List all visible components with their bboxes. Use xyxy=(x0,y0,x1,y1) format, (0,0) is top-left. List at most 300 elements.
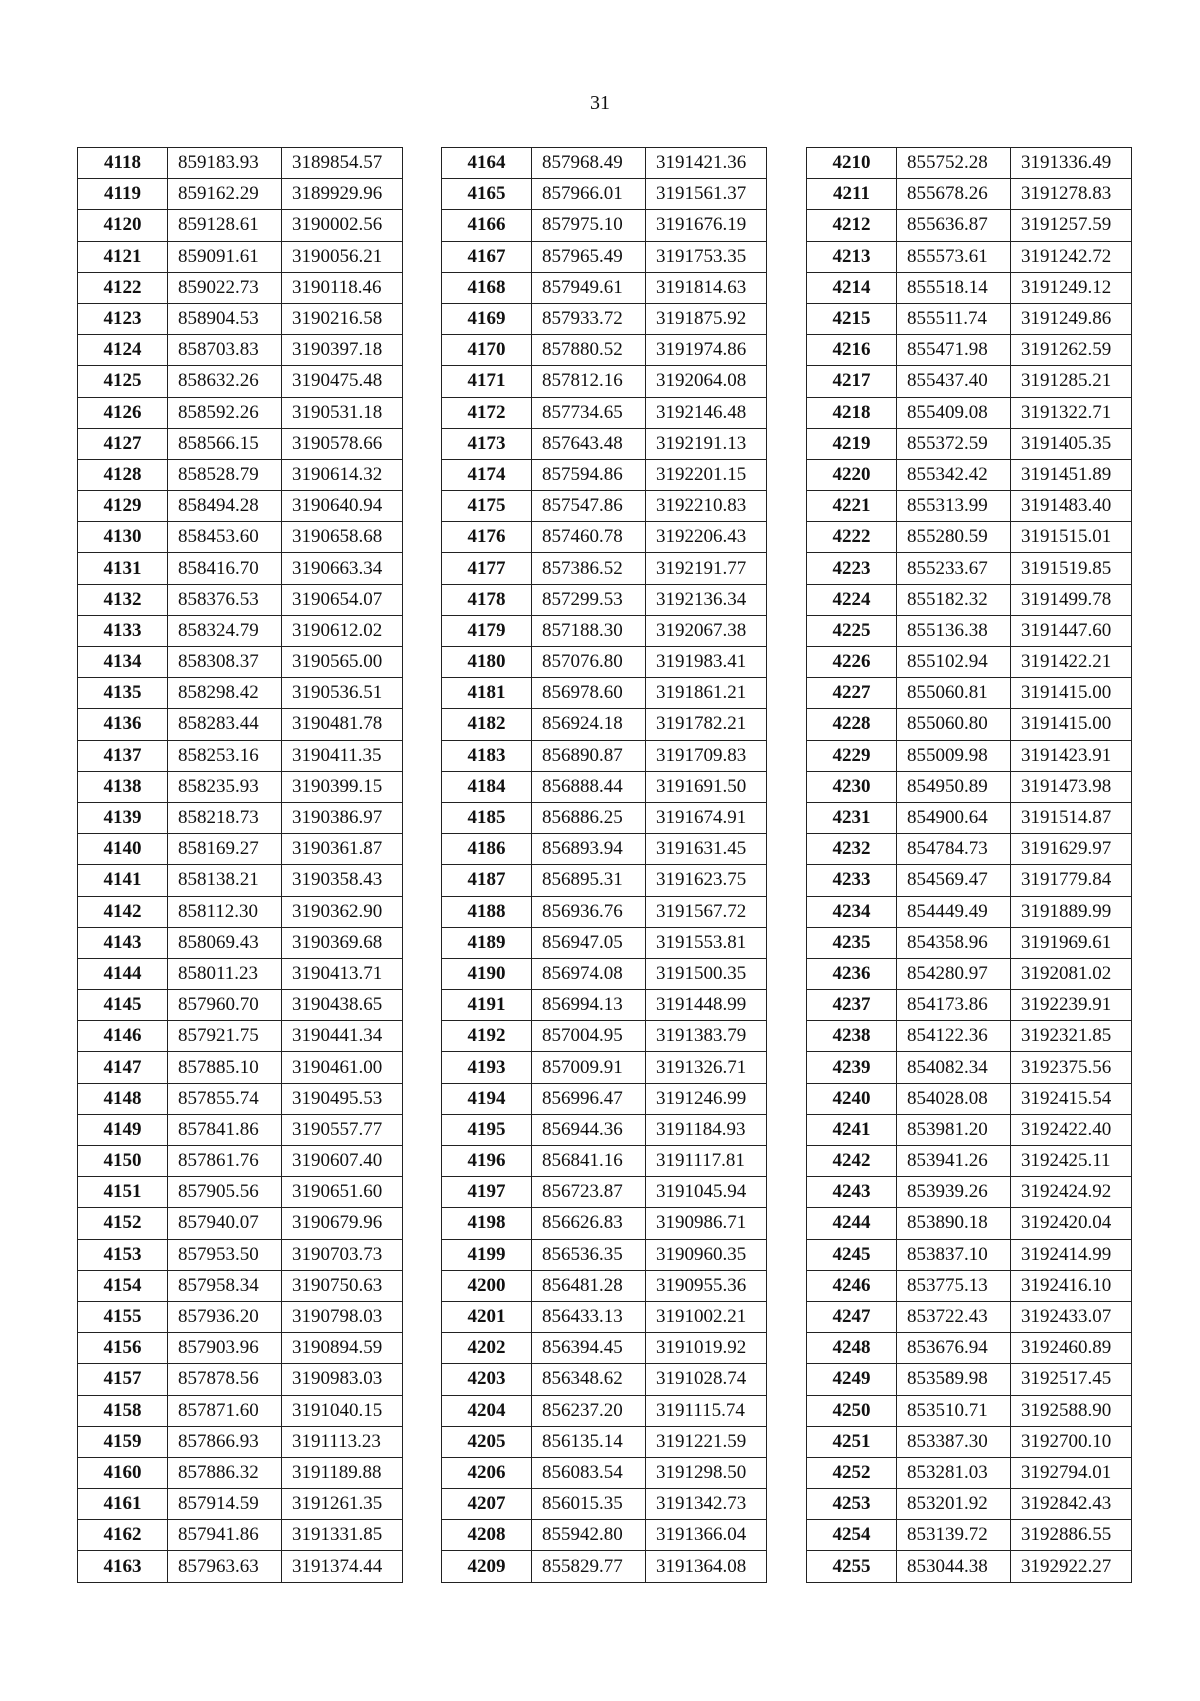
point-number-cell: 4253 xyxy=(807,1489,897,1520)
x-coordinate-cell: 854900.64 xyxy=(897,802,1011,833)
x-coordinate-cell: 856237.20 xyxy=(532,1395,646,1426)
y-coordinate-cell: 3190557.77 xyxy=(282,1114,403,1145)
point-number-cell: 4177 xyxy=(442,553,532,584)
y-coordinate-cell: 3192064.08 xyxy=(646,366,767,397)
point-number-cell: 4213 xyxy=(807,241,897,272)
x-coordinate-cell: 857965.49 xyxy=(532,241,646,272)
table-row xyxy=(442,584,767,615)
x-coordinate-cell: 856083.54 xyxy=(532,1457,646,1488)
point-number-cell: 4180 xyxy=(442,647,532,678)
table-row xyxy=(442,241,767,272)
y-coordinate-cell: 3192321.85 xyxy=(1011,1021,1132,1052)
table-row xyxy=(78,491,403,522)
point-number-cell: 4155 xyxy=(78,1301,168,1332)
point-number-cell: 4200 xyxy=(442,1270,532,1301)
y-coordinate-cell: 3191567.72 xyxy=(646,896,767,927)
x-coordinate-cell: 853201.92 xyxy=(897,1489,1011,1520)
y-coordinate-cell: 3191364.08 xyxy=(646,1551,767,1582)
x-coordinate-cell: 858253.16 xyxy=(168,740,282,771)
table-row xyxy=(442,397,767,428)
point-number-cell: 4191 xyxy=(442,990,532,1021)
y-coordinate-cell: 3191045.94 xyxy=(646,1177,767,1208)
point-number-cell: 4196 xyxy=(442,1146,532,1177)
y-coordinate-cell: 3191500.35 xyxy=(646,958,767,989)
x-coordinate-cell: 857903.96 xyxy=(168,1333,282,1364)
point-number-cell: 4190 xyxy=(442,958,532,989)
x-coordinate-cell: 853139.72 xyxy=(897,1520,1011,1551)
x-coordinate-cell: 855372.59 xyxy=(897,428,1011,459)
point-number-cell: 4156 xyxy=(78,1333,168,1364)
x-coordinate-cell: 855573.61 xyxy=(897,241,1011,272)
point-number-cell: 4234 xyxy=(807,896,897,927)
table-row xyxy=(78,647,403,678)
y-coordinate-cell: 3191447.60 xyxy=(1011,615,1132,646)
x-coordinate-cell: 853281.03 xyxy=(897,1457,1011,1488)
table-row xyxy=(807,1426,1132,1457)
x-coordinate-cell: 857936.20 xyxy=(168,1301,282,1332)
point-number-cell: 4245 xyxy=(807,1239,897,1270)
point-number-cell: 4249 xyxy=(807,1364,897,1395)
table-row xyxy=(78,958,403,989)
point-number-cell: 4187 xyxy=(442,865,532,896)
x-coordinate-cell: 858011.23 xyxy=(168,958,282,989)
table-row xyxy=(807,210,1132,241)
point-number-cell: 4175 xyxy=(442,491,532,522)
y-coordinate-cell: 3191415.00 xyxy=(1011,678,1132,709)
y-coordinate-cell: 3191674.91 xyxy=(646,802,767,833)
y-coordinate-cell: 3191753.35 xyxy=(646,241,767,272)
point-number-cell: 4138 xyxy=(78,771,168,802)
table-row xyxy=(78,1364,403,1395)
x-coordinate-cell: 853589.98 xyxy=(897,1364,1011,1395)
x-coordinate-cell: 857914.59 xyxy=(168,1489,282,1520)
table-row xyxy=(807,990,1132,1021)
y-coordinate-cell: 3191261.35 xyxy=(282,1489,403,1520)
point-number-cell: 4233 xyxy=(807,865,897,896)
table-row xyxy=(807,615,1132,646)
point-number-cell: 4130 xyxy=(78,522,168,553)
x-coordinate-cell: 854082.34 xyxy=(897,1052,1011,1083)
y-coordinate-cell: 3191040.15 xyxy=(282,1395,403,1426)
table-row xyxy=(78,179,403,210)
point-number-cell: 4185 xyxy=(442,802,532,833)
x-coordinate-cell: 857966.01 xyxy=(532,179,646,210)
point-number-cell: 4134 xyxy=(78,647,168,678)
y-coordinate-cell: 3191623.75 xyxy=(646,865,767,896)
point-number-cell: 4214 xyxy=(807,272,897,303)
x-coordinate-cell: 853837.10 xyxy=(897,1239,1011,1270)
table-row xyxy=(442,896,767,927)
x-coordinate-cell: 857734.65 xyxy=(532,397,646,428)
point-number-cell: 4248 xyxy=(807,1333,897,1364)
point-number-cell: 4153 xyxy=(78,1239,168,1270)
y-coordinate-cell: 3190640.94 xyxy=(282,491,403,522)
x-coordinate-cell: 856481.28 xyxy=(532,1270,646,1301)
x-coordinate-cell: 855009.98 xyxy=(897,740,1011,771)
table-row xyxy=(442,1364,767,1395)
table-row xyxy=(78,896,403,927)
point-number-cell: 4242 xyxy=(807,1146,897,1177)
point-number-cell: 4123 xyxy=(78,303,168,334)
y-coordinate-cell: 3191969.61 xyxy=(1011,927,1132,958)
point-number-cell: 4170 xyxy=(442,335,532,366)
point-number-cell: 4210 xyxy=(807,148,897,179)
point-number-cell: 4199 xyxy=(442,1239,532,1270)
table-row xyxy=(442,335,767,366)
point-number-cell: 4122 xyxy=(78,272,168,303)
y-coordinate-cell: 3190118.46 xyxy=(282,272,403,303)
y-coordinate-cell: 3190531.18 xyxy=(282,397,403,428)
point-number-cell: 4219 xyxy=(807,428,897,459)
x-coordinate-cell: 858632.26 xyxy=(168,366,282,397)
point-number-cell: 4141 xyxy=(78,865,168,896)
y-coordinate-cell: 3192425.11 xyxy=(1011,1146,1132,1177)
coordinate-table-2 xyxy=(441,147,767,1583)
x-coordinate-cell: 854173.86 xyxy=(897,990,1011,1021)
point-number-cell: 4182 xyxy=(442,709,532,740)
point-number-cell: 4119 xyxy=(78,179,168,210)
y-coordinate-cell: 3192191.13 xyxy=(646,428,767,459)
table-row xyxy=(442,1146,767,1177)
y-coordinate-cell: 3191331.85 xyxy=(282,1520,403,1551)
x-coordinate-cell: 857841.86 xyxy=(168,1114,282,1145)
y-coordinate-cell: 3190955.36 xyxy=(646,1270,767,1301)
x-coordinate-cell: 857963.63 xyxy=(168,1551,282,1582)
x-coordinate-cell: 853941.26 xyxy=(897,1146,1011,1177)
table-row xyxy=(78,1551,403,1582)
y-coordinate-cell: 3190663.34 xyxy=(282,553,403,584)
x-coordinate-cell: 857866.93 xyxy=(168,1426,282,1457)
table-row xyxy=(78,802,403,833)
y-coordinate-cell: 3192842.43 xyxy=(1011,1489,1132,1520)
table-row xyxy=(807,1364,1132,1395)
y-coordinate-cell: 3191322.71 xyxy=(1011,397,1132,428)
x-coordinate-cell: 857960.70 xyxy=(168,990,282,1021)
y-coordinate-cell: 3190658.68 xyxy=(282,522,403,553)
point-number-cell: 4172 xyxy=(442,397,532,428)
y-coordinate-cell: 3190441.34 xyxy=(282,1021,403,1052)
table-row xyxy=(78,1083,403,1114)
point-number-cell: 4217 xyxy=(807,366,897,397)
point-number-cell: 4221 xyxy=(807,491,897,522)
point-number-cell: 4224 xyxy=(807,584,897,615)
y-coordinate-cell: 3190703.73 xyxy=(282,1239,403,1270)
point-number-cell: 4181 xyxy=(442,678,532,709)
point-number-cell: 4149 xyxy=(78,1114,168,1145)
point-number-cell: 4227 xyxy=(807,678,897,709)
x-coordinate-cell: 856895.31 xyxy=(532,865,646,896)
table-row xyxy=(78,1520,403,1551)
point-number-cell: 4237 xyxy=(807,990,897,1021)
x-coordinate-cell: 858324.79 xyxy=(168,615,282,646)
x-coordinate-cell: 853387.30 xyxy=(897,1426,1011,1457)
point-number-cell: 4184 xyxy=(442,771,532,802)
x-coordinate-cell: 856135.14 xyxy=(532,1426,646,1457)
point-number-cell: 4147 xyxy=(78,1052,168,1083)
point-number-cell: 4188 xyxy=(442,896,532,927)
y-coordinate-cell: 3190607.40 xyxy=(282,1146,403,1177)
point-number-cell: 4169 xyxy=(442,303,532,334)
page-number: 31 xyxy=(590,92,610,114)
x-coordinate-cell: 859162.29 xyxy=(168,179,282,210)
x-coordinate-cell: 856394.45 xyxy=(532,1333,646,1364)
y-coordinate-cell: 3191019.92 xyxy=(646,1333,767,1364)
table-row xyxy=(78,709,403,740)
x-coordinate-cell: 855409.08 xyxy=(897,397,1011,428)
y-coordinate-cell: 3191782.21 xyxy=(646,709,767,740)
x-coordinate-cell: 857855.74 xyxy=(168,1083,282,1114)
x-coordinate-cell: 855678.26 xyxy=(897,179,1011,210)
x-coordinate-cell: 854569.47 xyxy=(897,865,1011,896)
y-coordinate-cell: 3192191.77 xyxy=(646,553,767,584)
table-row xyxy=(807,896,1132,927)
x-coordinate-cell: 858376.53 xyxy=(168,584,282,615)
table-row xyxy=(807,834,1132,865)
y-coordinate-cell: 3191326.71 xyxy=(646,1052,767,1083)
table-row xyxy=(442,990,767,1021)
point-number-cell: 4251 xyxy=(807,1426,897,1457)
y-coordinate-cell: 3191499.78 xyxy=(1011,584,1132,615)
point-number-cell: 4135 xyxy=(78,678,168,709)
y-coordinate-cell: 3190002.56 xyxy=(282,210,403,241)
y-coordinate-cell: 3192588.90 xyxy=(1011,1395,1132,1426)
table-row xyxy=(807,1489,1132,1520)
table-row xyxy=(442,927,767,958)
x-coordinate-cell: 858308.37 xyxy=(168,647,282,678)
y-coordinate-cell: 3192517.45 xyxy=(1011,1364,1132,1395)
y-coordinate-cell: 3191974.86 xyxy=(646,335,767,366)
x-coordinate-cell: 856015.35 xyxy=(532,1489,646,1520)
y-coordinate-cell: 3190461.00 xyxy=(282,1052,403,1083)
point-number-cell: 4186 xyxy=(442,834,532,865)
x-coordinate-cell: 858283.44 xyxy=(168,709,282,740)
y-coordinate-cell: 3190475.48 xyxy=(282,366,403,397)
x-coordinate-cell: 858703.83 xyxy=(168,335,282,366)
x-coordinate-cell: 856994.13 xyxy=(532,990,646,1021)
table-row xyxy=(78,927,403,958)
y-coordinate-cell: 3191405.35 xyxy=(1011,428,1132,459)
table-row xyxy=(442,272,767,303)
point-number-cell: 4128 xyxy=(78,459,168,490)
y-coordinate-cell: 3191117.81 xyxy=(646,1146,767,1177)
table-row xyxy=(78,1489,403,1520)
x-coordinate-cell: 854449.49 xyxy=(897,896,1011,927)
table-row xyxy=(442,1457,767,1488)
x-coordinate-cell: 855471.98 xyxy=(897,335,1011,366)
x-coordinate-cell: 855752.28 xyxy=(897,148,1011,179)
x-coordinate-cell: 855280.59 xyxy=(897,522,1011,553)
table-row xyxy=(442,1114,767,1145)
x-coordinate-cell: 856974.08 xyxy=(532,958,646,989)
table-row xyxy=(807,1457,1132,1488)
point-number-cell: 4197 xyxy=(442,1177,532,1208)
table-row xyxy=(442,1301,767,1332)
table-row xyxy=(78,678,403,709)
table-row xyxy=(442,678,767,709)
point-number-cell: 4157 xyxy=(78,1364,168,1395)
table-row xyxy=(78,1146,403,1177)
point-number-cell: 4144 xyxy=(78,958,168,989)
point-number-cell: 4205 xyxy=(442,1426,532,1457)
point-number-cell: 4154 xyxy=(78,1270,168,1301)
y-coordinate-cell: 3191515.01 xyxy=(1011,522,1132,553)
y-coordinate-cell: 3192136.34 xyxy=(646,584,767,615)
table-row xyxy=(78,615,403,646)
y-coordinate-cell: 3192424.92 xyxy=(1011,1177,1132,1208)
x-coordinate-cell: 853044.38 xyxy=(897,1551,1011,1582)
point-number-cell: 4238 xyxy=(807,1021,897,1052)
point-number-cell: 4151 xyxy=(78,1177,168,1208)
point-number-cell: 4228 xyxy=(807,709,897,740)
y-coordinate-cell: 3191242.72 xyxy=(1011,241,1132,272)
point-number-cell: 4218 xyxy=(807,397,897,428)
x-coordinate-cell: 855511.74 xyxy=(897,303,1011,334)
table-row xyxy=(442,366,767,397)
x-coordinate-cell: 858235.93 xyxy=(168,771,282,802)
y-coordinate-cell: 3191285.21 xyxy=(1011,366,1132,397)
y-coordinate-cell: 3192146.48 xyxy=(646,397,767,428)
x-coordinate-cell: 858453.60 xyxy=(168,522,282,553)
x-coordinate-cell: 856886.25 xyxy=(532,802,646,833)
y-coordinate-cell: 3192700.10 xyxy=(1011,1426,1132,1457)
y-coordinate-cell: 3190399.15 xyxy=(282,771,403,802)
y-coordinate-cell: 3190411.35 xyxy=(282,740,403,771)
point-number-cell: 4201 xyxy=(442,1301,532,1332)
point-number-cell: 4204 xyxy=(442,1395,532,1426)
table-row xyxy=(442,1395,767,1426)
y-coordinate-cell: 3192375.56 xyxy=(1011,1052,1132,1083)
x-coordinate-cell: 859022.73 xyxy=(168,272,282,303)
y-coordinate-cell: 3192433.07 xyxy=(1011,1301,1132,1332)
y-coordinate-cell: 3191278.83 xyxy=(1011,179,1132,210)
point-number-cell: 4232 xyxy=(807,834,897,865)
point-number-cell: 4209 xyxy=(442,1551,532,1582)
point-number-cell: 4137 xyxy=(78,740,168,771)
y-coordinate-cell: 3190413.71 xyxy=(282,958,403,989)
x-coordinate-cell: 858528.79 xyxy=(168,459,282,490)
y-coordinate-cell: 3192420.04 xyxy=(1011,1208,1132,1239)
table-row xyxy=(78,834,403,865)
x-coordinate-cell: 857076.80 xyxy=(532,647,646,678)
point-number-cell: 4152 xyxy=(78,1208,168,1239)
table-row xyxy=(807,397,1132,428)
table-row xyxy=(78,1395,403,1426)
table-row xyxy=(807,678,1132,709)
point-number-cell: 4198 xyxy=(442,1208,532,1239)
y-coordinate-cell: 3191028.74 xyxy=(646,1364,767,1395)
table-row xyxy=(442,522,767,553)
table-row xyxy=(78,303,403,334)
table-row xyxy=(807,1301,1132,1332)
y-coordinate-cell: 3192239.91 xyxy=(1011,990,1132,1021)
y-coordinate-cell: 3191514.87 xyxy=(1011,802,1132,833)
y-coordinate-cell: 3191257.59 xyxy=(1011,210,1132,241)
table-row xyxy=(442,615,767,646)
point-number-cell: 4148 xyxy=(78,1083,168,1114)
table-row xyxy=(442,491,767,522)
y-coordinate-cell: 3191553.81 xyxy=(646,927,767,958)
point-number-cell: 4216 xyxy=(807,335,897,366)
point-number-cell: 4118 xyxy=(78,148,168,179)
point-number-cell: 4194 xyxy=(442,1083,532,1114)
table-row xyxy=(78,366,403,397)
x-coordinate-cell: 854280.97 xyxy=(897,958,1011,989)
x-coordinate-cell: 855313.99 xyxy=(897,491,1011,522)
x-coordinate-cell: 857188.30 xyxy=(532,615,646,646)
y-coordinate-cell: 3192460.89 xyxy=(1011,1333,1132,1364)
y-coordinate-cell: 3192081.02 xyxy=(1011,958,1132,989)
point-number-cell: 4195 xyxy=(442,1114,532,1145)
y-coordinate-cell: 3191342.73 xyxy=(646,1489,767,1520)
point-number-cell: 4189 xyxy=(442,927,532,958)
y-coordinate-cell: 3190362.90 xyxy=(282,896,403,927)
y-coordinate-cell: 3191779.84 xyxy=(1011,865,1132,896)
table-row xyxy=(78,272,403,303)
y-coordinate-cell: 3191629.97 xyxy=(1011,834,1132,865)
point-number-cell: 4140 xyxy=(78,834,168,865)
y-coordinate-cell: 3190960.35 xyxy=(646,1239,767,1270)
y-coordinate-cell: 3192794.01 xyxy=(1011,1457,1132,1488)
point-number-cell: 4229 xyxy=(807,740,897,771)
point-number-cell: 4174 xyxy=(442,459,532,490)
x-coordinate-cell: 856536.35 xyxy=(532,1239,646,1270)
y-coordinate-cell: 3190386.97 xyxy=(282,802,403,833)
y-coordinate-cell: 3190216.58 xyxy=(282,303,403,334)
table-row xyxy=(807,272,1132,303)
x-coordinate-cell: 855636.87 xyxy=(897,210,1011,241)
point-number-cell: 4136 xyxy=(78,709,168,740)
table-row xyxy=(78,1177,403,1208)
table-row xyxy=(807,1551,1132,1582)
y-coordinate-cell: 3190679.96 xyxy=(282,1208,403,1239)
x-coordinate-cell: 858069.43 xyxy=(168,927,282,958)
x-coordinate-cell: 856433.13 xyxy=(532,1301,646,1332)
coordinate-table-1 xyxy=(77,147,403,1583)
table-row xyxy=(442,1551,767,1582)
table-row xyxy=(807,802,1132,833)
table-row xyxy=(807,1177,1132,1208)
y-coordinate-cell: 3190056.21 xyxy=(282,241,403,272)
x-coordinate-cell: 856893.94 xyxy=(532,834,646,865)
y-coordinate-cell: 3190750.63 xyxy=(282,1270,403,1301)
x-coordinate-cell: 856924.18 xyxy=(532,709,646,740)
x-coordinate-cell: 856841.16 xyxy=(532,1146,646,1177)
point-number-cell: 4178 xyxy=(442,584,532,615)
point-number-cell: 4161 xyxy=(78,1489,168,1520)
table-row xyxy=(807,1333,1132,1364)
y-coordinate-cell: 3191221.59 xyxy=(646,1426,767,1457)
table-row xyxy=(442,210,767,241)
table-row xyxy=(807,303,1132,334)
point-number-cell: 4255 xyxy=(807,1551,897,1582)
table-row xyxy=(78,397,403,428)
x-coordinate-cell: 857004.95 xyxy=(532,1021,646,1052)
x-coordinate-cell: 858218.73 xyxy=(168,802,282,833)
y-coordinate-cell: 3190481.78 xyxy=(282,709,403,740)
point-number-cell: 4139 xyxy=(78,802,168,833)
table-row xyxy=(807,1021,1132,1052)
y-coordinate-cell: 3190438.65 xyxy=(282,990,403,1021)
table-row xyxy=(442,865,767,896)
y-coordinate-cell: 3190536.51 xyxy=(282,678,403,709)
x-coordinate-cell: 859183.93 xyxy=(168,148,282,179)
table-row xyxy=(807,148,1132,179)
table-row xyxy=(807,865,1132,896)
table-row xyxy=(807,1270,1132,1301)
point-number-cell: 4220 xyxy=(807,459,897,490)
table-row xyxy=(442,179,767,210)
point-number-cell: 4168 xyxy=(442,272,532,303)
